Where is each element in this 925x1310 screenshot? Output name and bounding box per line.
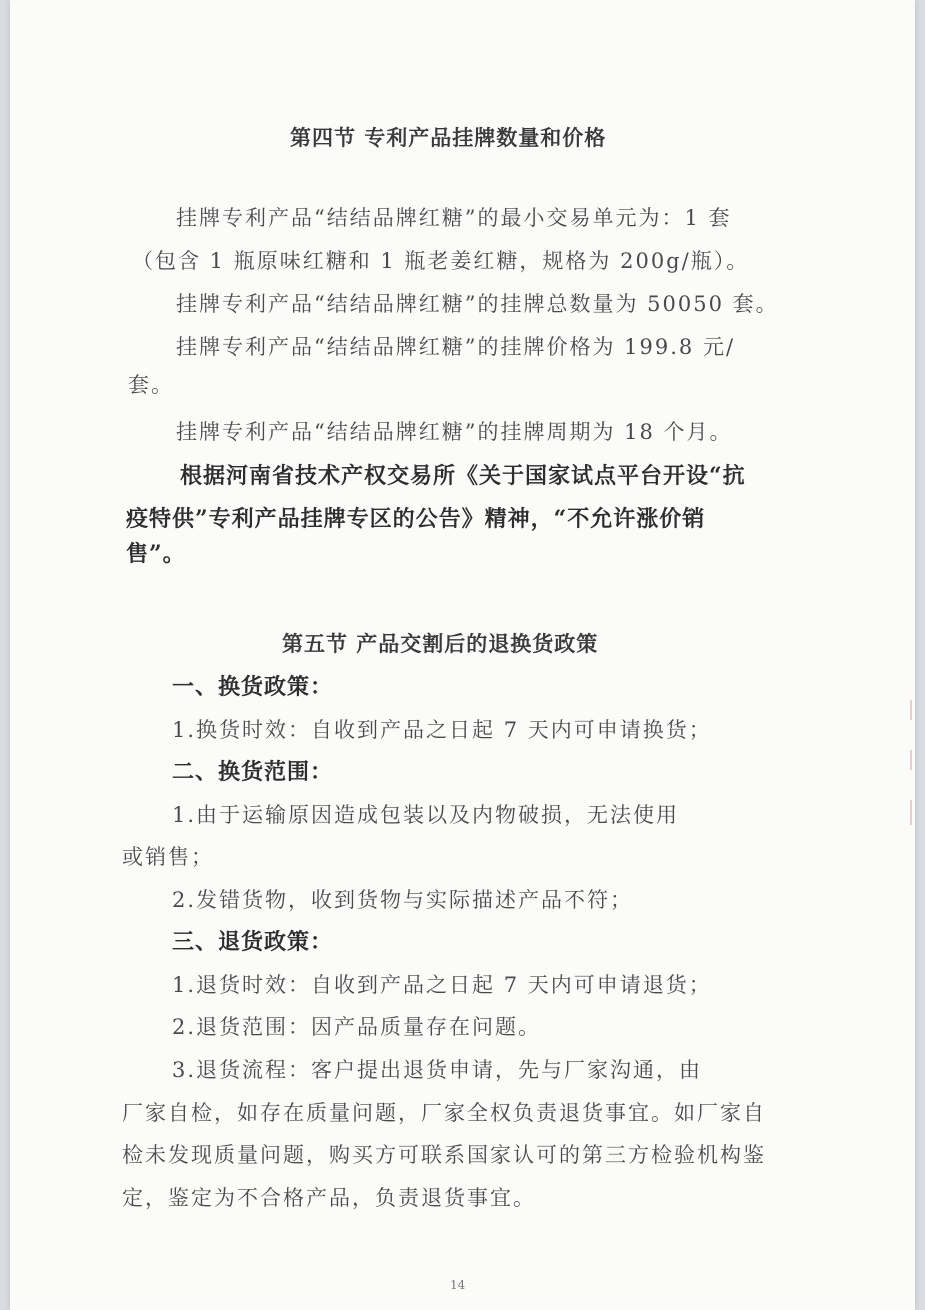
section4-p2: 挂牌专利产品“结结品牌红糖”的挂牌总数量为 50050 套。	[176, 292, 779, 316]
section5-heading-3: 三、退货政策：	[172, 929, 334, 955]
page-number: 14	[450, 1278, 466, 1292]
section4-p1-line2: （包含 1 瓶原味红糖和 1 瓶老姜红糖，规格为 200g/瓶）。	[132, 249, 750, 273]
section4-p5-line2: 疫特供”专利产品挂牌专区的公告》精神，“不允许涨价销	[126, 506, 706, 532]
section5-h3-item3-line4: 定，鉴定为不合格产品，负责退货事宜。	[122, 1186, 536, 1210]
section5-h2-item1-line2: 或销售；	[122, 845, 214, 869]
stamp-mark-icon	[908, 700, 914, 830]
section5-heading-1: 一、换货政策：	[172, 674, 334, 700]
section5-h2-item2: 2.发错货物，收到货物与实际描述产品不符；	[172, 888, 634, 912]
section5-h2-item1-line1: 1.由于运输原因造成包装以及内物破损，无法使用	[172, 803, 680, 827]
section5-title: 第五节 产品交割后的退换货政策	[282, 631, 599, 656]
document-body	[10, 0, 915, 1310]
section5-h3-item2: 2.退货范围：因产品质量存在问题。	[172, 1015, 542, 1039]
section4-title: 第四节 专利产品挂牌数量和价格	[290, 125, 607, 150]
section5-heading-2: 二、换货范围：	[172, 759, 334, 785]
section5-h3-item3-line3: 检未发现质量问题，购买方可联系国家认可的第三方检验机构鉴	[122, 1143, 766, 1167]
section4-p5-line1: 根据河南省技术产权交易所《关于国家试点平台开设“抗	[180, 463, 746, 489]
section4-p5-line3: 售”。	[126, 541, 186, 567]
section4-p1-line1: 挂牌专利产品“结结品牌红糖”的最小交易单元为：1 套	[176, 206, 732, 230]
section5-h3-item1: 1.退货时效：自收到产品之日起 7 天内可申请退货；	[172, 973, 712, 997]
section4-p3-line2: 套。	[128, 373, 174, 397]
document-page	[10, 0, 915, 1310]
section5-h1-item1: 1.换货时效：自收到产品之日起 7 天内可申请换货；	[172, 718, 712, 742]
section4-p4: 挂牌专利产品“结结品牌红糖”的挂牌周期为 18 个月。	[176, 420, 733, 444]
section4-p3-line1: 挂牌专利产品“结结品牌红糖”的挂牌价格为 199.8 元/	[176, 335, 736, 359]
section5-h3-item3-line2: 厂家自检，如存在质量问题，厂家全权负责退货事宜。如厂家自	[122, 1101, 766, 1125]
margin-stamp-mark	[908, 700, 914, 830]
section5-h3-item3-line1: 3.退货流程：客户提出退货申请，先与厂家沟通，由	[172, 1058, 703, 1082]
